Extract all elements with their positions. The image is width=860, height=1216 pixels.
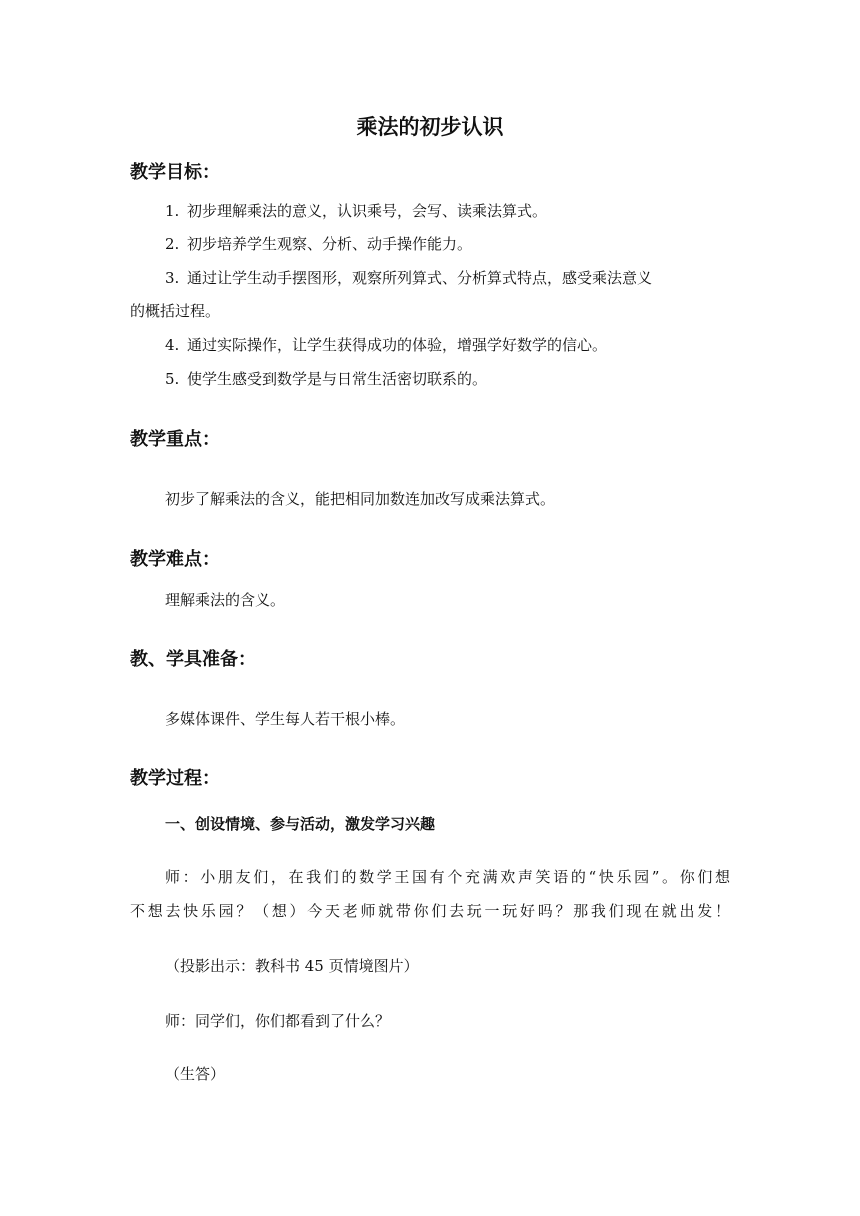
difficulties-heading: 教学难点： (130, 549, 220, 570)
student-answer-note: （生答） (165, 1065, 226, 1083)
objective-text: 初步培养学生观察、分析、动手操作能力。 (187, 235, 473, 253)
projection-note: （投影出示：教科书 45 页情境图片） (165, 957, 419, 975)
dialogue-line-1: 师：小朋友们，在我们的数学王国有个充满欢声笑语的“快乐园”。你们想 (165, 868, 730, 886)
objective-number: 2. (165, 235, 180, 253)
process-heading: 教学过程： (130, 768, 220, 789)
section-1-title: 一、创设情境、参与活动，激发学习兴趣 (165, 815, 436, 833)
objective-text: 通过让学生动手摆图形，观察所列算式、分析算式特点，感受乘法意义 (187, 269, 653, 287)
objective-item-3-continued: 的概括过程。 (130, 302, 221, 320)
objective-text: 使学生感受到数学是与日常生活密切联系的。 (187, 370, 488, 388)
difficulties-text: 理解乘法的含义。 (165, 591, 286, 609)
key-points-text: 初步了解乘法的含义，能把相同加数连加改写成乘法算式。 (165, 490, 556, 508)
objective-text: 通过实际操作，让学生获得成功的体验，增强学好数学的信心。 (187, 336, 608, 354)
materials-text: 多媒体课件、学生每人若干根小棒。 (165, 710, 406, 728)
objective-text: 初步理解乘法的意义，认识乘号，会写、读乘法算式。 (187, 202, 548, 220)
document-title: 乘法的初步认识 (356, 115, 504, 139)
objective-number: 3. (165, 269, 180, 287)
objective-item-3 (165, 267, 730, 289)
teacher-question: 师：同学们，你们都看到了什么？ (165, 1012, 391, 1030)
objective-item-4 (165, 334, 730, 356)
objective-number: 4. (165, 336, 180, 354)
objective-number: 5. (165, 370, 180, 388)
materials-heading: 教、学具准备： (130, 649, 256, 670)
objective-item-2 (165, 233, 730, 255)
objective-item-5 (165, 368, 730, 390)
objective-number: 1. (165, 202, 180, 220)
dialogue-line-2: 不想去快乐园？（想）今天老师就带你们去玩一玩好吗？那我们现在就出发！ (130, 902, 730, 920)
objective-item-1 (165, 200, 730, 222)
objectives-heading: 教学目标： (130, 162, 220, 183)
key-points-heading: 教学重点： (130, 429, 220, 450)
